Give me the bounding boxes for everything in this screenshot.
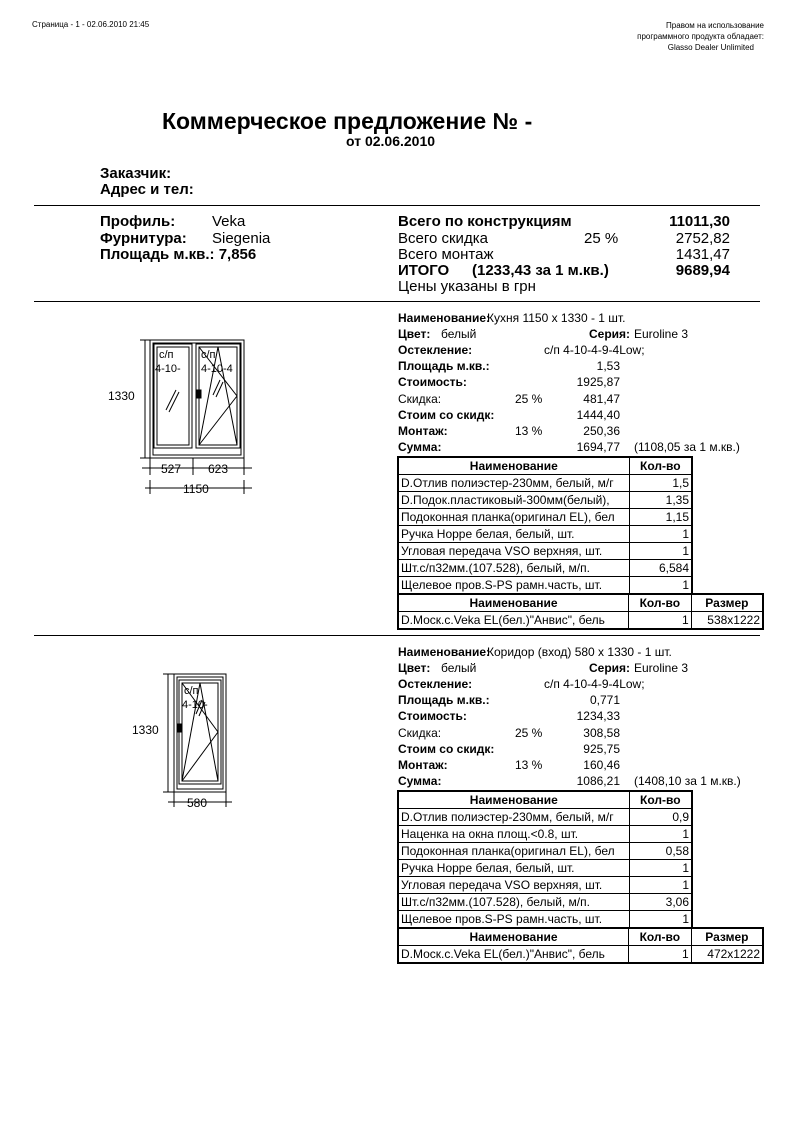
item-1-glazing-value: с/п 4-10-4-9-4Low; bbox=[544, 343, 645, 357]
table-header-row bbox=[398, 928, 763, 946]
item-1-left-sash-l2: 4-10- bbox=[155, 363, 181, 375]
item-2-nets-table bbox=[397, 927, 764, 964]
item-2-series-label: Серия: bbox=[589, 661, 631, 675]
table-row bbox=[398, 543, 692, 560]
acc-qty: 3,06 bbox=[629, 894, 692, 911]
install-label: Всего монтаж bbox=[398, 246, 494, 263]
item-1-cost-value: 1925,87 bbox=[576, 375, 620, 389]
item-1-sum-per-m2: (1108,05 за 1 м.кв.) bbox=[634, 440, 740, 454]
item-1-height-dim: 1330 bbox=[108, 389, 135, 403]
page-date: от 02.06.2010 bbox=[346, 133, 436, 149]
net-header-size: Размер bbox=[691, 928, 763, 946]
item-1-cost-label: Стоимость: bbox=[398, 375, 467, 389]
table-row bbox=[398, 809, 692, 826]
acc-header-name: Наименование bbox=[398, 791, 629, 809]
item-2-cost-label: Стоимость: bbox=[398, 709, 467, 723]
table-row bbox=[398, 577, 692, 595]
item-1-glazing-label: Остекление: bbox=[398, 343, 473, 357]
table-row bbox=[398, 877, 692, 894]
acc-name: Щелевое пров.S-PS рамн.часть, шт. bbox=[398, 911, 629, 929]
divider-top bbox=[34, 205, 760, 206]
item-2-glazing-label: Остекление: bbox=[398, 677, 473, 691]
divider-item-2 bbox=[34, 635, 760, 636]
item-2-accessories-table bbox=[397, 790, 693, 929]
acc-qty: 1 bbox=[629, 543, 692, 560]
acc-name: Подоконная планка(оригинал EL), бел bbox=[398, 509, 629, 526]
item-2-series-value: Euroline 3 bbox=[634, 661, 689, 675]
acc-name: D.Отлив полиэстер-230мм, белый, м/г bbox=[398, 475, 629, 492]
acc-name: Ручка Hoppe белая, белый, шт. bbox=[398, 860, 629, 877]
currency-note: Цены указаны в грн bbox=[398, 278, 536, 295]
fittings-label: Фурнитура: bbox=[100, 230, 187, 247]
item-2-accessories-body bbox=[398, 809, 692, 929]
acc-qty: 1 bbox=[629, 577, 692, 595]
item-2-install-percent: 13 % bbox=[515, 758, 543, 772]
acc-qty: 1 bbox=[629, 877, 692, 894]
table-row bbox=[398, 860, 692, 877]
item-1-area-label: Площадь м.кв.: bbox=[398, 359, 490, 373]
acc-qty: 0,9 bbox=[629, 809, 692, 826]
itogo-value: 9689,94 bbox=[675, 262, 730, 279]
acc-name: D.Подок.пластиковый-300мм(белый), bbox=[398, 492, 629, 509]
item-2-glazing-value: с/п 4-10-4-9-4Low; bbox=[544, 677, 645, 691]
discount-percent: 25 % bbox=[584, 230, 619, 247]
net-size: 538x1222 bbox=[691, 612, 763, 630]
customer-label: Заказчик: bbox=[100, 165, 172, 182]
acc-name: Ручка Hoppe белая, белый, шт. bbox=[398, 526, 629, 543]
item-2-discount-value: 308,58 bbox=[583, 726, 620, 740]
item-2-area-label: Площадь м.кв.: bbox=[398, 693, 490, 707]
item-1-discount-value: 481,47 bbox=[583, 392, 620, 406]
item-2-cost-disc-label: Стоим со скидк: bbox=[398, 742, 495, 756]
table-row bbox=[398, 612, 763, 630]
net-name: D.Моск.с.Veka EL(бел.)"Анвис", бель bbox=[398, 946, 629, 964]
item-1-total-width-dim: 1150 bbox=[183, 482, 209, 496]
item-1-accessories-table bbox=[397, 456, 693, 595]
acc-name: D.Отлив полиэстер-230мм, белый, м/г bbox=[398, 809, 629, 826]
page-title: Коммерческое предложение № - bbox=[162, 108, 533, 134]
item-2-discount-percent: 25 % bbox=[515, 726, 543, 740]
item-1-right-width-dim: 623 bbox=[208, 462, 229, 476]
table-row bbox=[398, 946, 763, 964]
item-2-install-value: 160,46 bbox=[583, 758, 620, 772]
item-1-install-value: 250,36 bbox=[583, 424, 620, 438]
table-row bbox=[398, 509, 692, 526]
item-1-left-sash-l1: с/п bbox=[159, 349, 174, 361]
item-1-area-value: 1,53 bbox=[596, 359, 620, 373]
item-1-accessories-body bbox=[398, 475, 692, 595]
net-qty: 1 bbox=[629, 612, 692, 630]
acc-header-qty: Кол-во bbox=[629, 457, 692, 475]
rights-line-2: программного продукта обладает: bbox=[637, 32, 764, 41]
rights-line-1: Правом на использование bbox=[666, 21, 764, 30]
item-1-cost-disc-label: Стоим со скидк: bbox=[398, 408, 495, 422]
itogo-per-m2: (1233,43 за 1 м.кв.) bbox=[472, 262, 609, 279]
profile-value: Veka bbox=[212, 213, 246, 230]
acc-qty: 0,58 bbox=[629, 843, 692, 860]
item-1-install-percent: 13 % bbox=[515, 424, 543, 438]
acc-name: Щелевое пров.S-PS рамн.часть, шт. bbox=[398, 577, 629, 595]
acc-name: Наценка на окна площ.<0.8, шт. bbox=[398, 826, 629, 843]
item-1-discount-percent: 25 % bbox=[515, 392, 543, 406]
area-label bbox=[100, 246, 256, 263]
fittings-value: Siegenia bbox=[212, 230, 271, 247]
table-row bbox=[398, 826, 692, 843]
item-2-cost-disc-value: 925,75 bbox=[583, 742, 620, 756]
acc-qty: 1,35 bbox=[629, 492, 692, 509]
item-2-sum-per-m2: (1408,10 за 1 м.кв.) bbox=[634, 774, 741, 788]
item-2-area-value: 0,771 bbox=[589, 693, 620, 707]
item-1-nets-table bbox=[397, 593, 764, 630]
item-2-sum-value: 1086,21 bbox=[576, 774, 620, 788]
net-header-name: Наименование bbox=[398, 928, 629, 946]
item-1-series-label: Серия: bbox=[589, 327, 631, 341]
item-1-color-value: белый bbox=[441, 327, 477, 341]
acc-qty: 1 bbox=[629, 526, 692, 543]
item-2-sash-l2: 4-10- bbox=[182, 699, 208, 711]
acc-header-name: Наименование bbox=[398, 457, 629, 475]
item-2-name-label: Наименование: bbox=[398, 645, 491, 659]
item-2-sash-l1: с/п bbox=[184, 685, 199, 697]
address-label: Адрес и тел: bbox=[100, 181, 194, 198]
rights-line-3: Glasso Dealer Unlimited bbox=[667, 43, 754, 52]
item-1-sum-value: 1694,77 bbox=[576, 440, 620, 454]
divider-item-1 bbox=[34, 301, 760, 302]
item-2-cost-value: 1234,33 bbox=[576, 709, 620, 723]
total-label: Всего по конструкциям bbox=[398, 213, 572, 230]
item-2-color-value: белый bbox=[441, 661, 477, 675]
item-1-right-sash-l2: 4-10-4 bbox=[201, 363, 233, 375]
table-row bbox=[398, 843, 692, 860]
install-value: 1431,47 bbox=[675, 246, 730, 263]
item-1-discount-label: Скидка: bbox=[398, 392, 442, 406]
table-row bbox=[398, 911, 692, 929]
item-1-name-label: Наименование: bbox=[398, 311, 491, 325]
area-value: 7,856 bbox=[218, 246, 257, 263]
net-header-name: Наименование bbox=[398, 594, 629, 612]
acc-name: Угловая передача VSO верхняя, шт. bbox=[398, 543, 629, 560]
acc-qty: 6,584 bbox=[629, 560, 692, 577]
acc-name: Шт.с/п32мм.(107.528), белый, м/п. bbox=[398, 894, 629, 911]
rights-notice bbox=[637, 20, 764, 53]
acc-name: Подоконная планка(оригинал EL), бел bbox=[398, 843, 629, 860]
area-label-text: Площадь м.кв.: bbox=[100, 246, 215, 263]
item-1-series-value: Euroline 3 bbox=[634, 327, 689, 341]
item-2-total-width-dim: 580 bbox=[187, 796, 208, 810]
table-header-row bbox=[398, 457, 692, 475]
item-1-sum-label: Сумма: bbox=[398, 440, 442, 454]
item-1-name-value: Кухня 1150 x 1330 - 1 шт. bbox=[487, 311, 626, 325]
total-value: 11011,30 bbox=[669, 213, 730, 230]
net-header-qty: Кол-во bbox=[629, 594, 692, 612]
acc-qty: 1 bbox=[629, 911, 692, 929]
item-2-window-drawing bbox=[120, 664, 250, 814]
acc-name: Шт.с/п32мм.(107.528), белый, м/п. bbox=[398, 560, 629, 577]
itogo-label: ИТОГО bbox=[398, 262, 450, 279]
table-row bbox=[398, 526, 692, 543]
acc-qty: 1 bbox=[629, 860, 692, 877]
item-2-discount-label: Скидка: bbox=[398, 726, 442, 740]
item-1-window-drawing bbox=[100, 330, 270, 500]
table-row bbox=[398, 475, 692, 492]
discount-label: Всего скидка bbox=[398, 230, 488, 247]
item-2-color-label: Цвет: bbox=[398, 661, 431, 675]
item-2-install-label: Монтаж: bbox=[398, 758, 448, 772]
table-header-row bbox=[398, 594, 763, 612]
item-1-cost-disc-value: 1444,40 bbox=[576, 408, 620, 422]
acc-qty: 1 bbox=[629, 826, 692, 843]
acc-qty: 1,5 bbox=[629, 475, 692, 492]
item-2-name-value: Коридор (вход) 580 x 1330 - 1 шт. bbox=[487, 645, 672, 659]
acc-header-qty: Кол-во bbox=[629, 791, 692, 809]
net-header-qty: Кол-во bbox=[629, 928, 692, 946]
table-row bbox=[398, 894, 692, 911]
discount-value: 2752,82 bbox=[675, 230, 730, 247]
item-1-install-label: Монтаж: bbox=[398, 424, 448, 438]
item-2-sum-label: Сумма: bbox=[398, 774, 442, 788]
table-row bbox=[398, 492, 692, 509]
net-size: 472x1222 bbox=[691, 946, 763, 964]
net-name: D.Моск.с.Veka EL(бел.)"Анвис", бель bbox=[398, 612, 629, 630]
acc-name: Угловая передача VSO верхняя, шт. bbox=[398, 877, 629, 894]
table-row bbox=[398, 560, 692, 577]
table-header-row bbox=[398, 791, 692, 809]
acc-qty: 1,15 bbox=[629, 509, 692, 526]
page-info: Страница - 1 - 02.06.2010 21:45 bbox=[32, 20, 150, 29]
item-1-color-label: Цвет: bbox=[398, 327, 431, 341]
profile-label: Профиль: bbox=[100, 213, 176, 230]
item-2-height-dim: 1330 bbox=[132, 723, 159, 737]
item-1-right-sash-l1: с/п bbox=[201, 349, 216, 361]
net-qty: 1 bbox=[629, 946, 692, 964]
item-1-left-width-dim: 527 bbox=[161, 462, 182, 476]
net-header-size: Размер bbox=[691, 594, 763, 612]
